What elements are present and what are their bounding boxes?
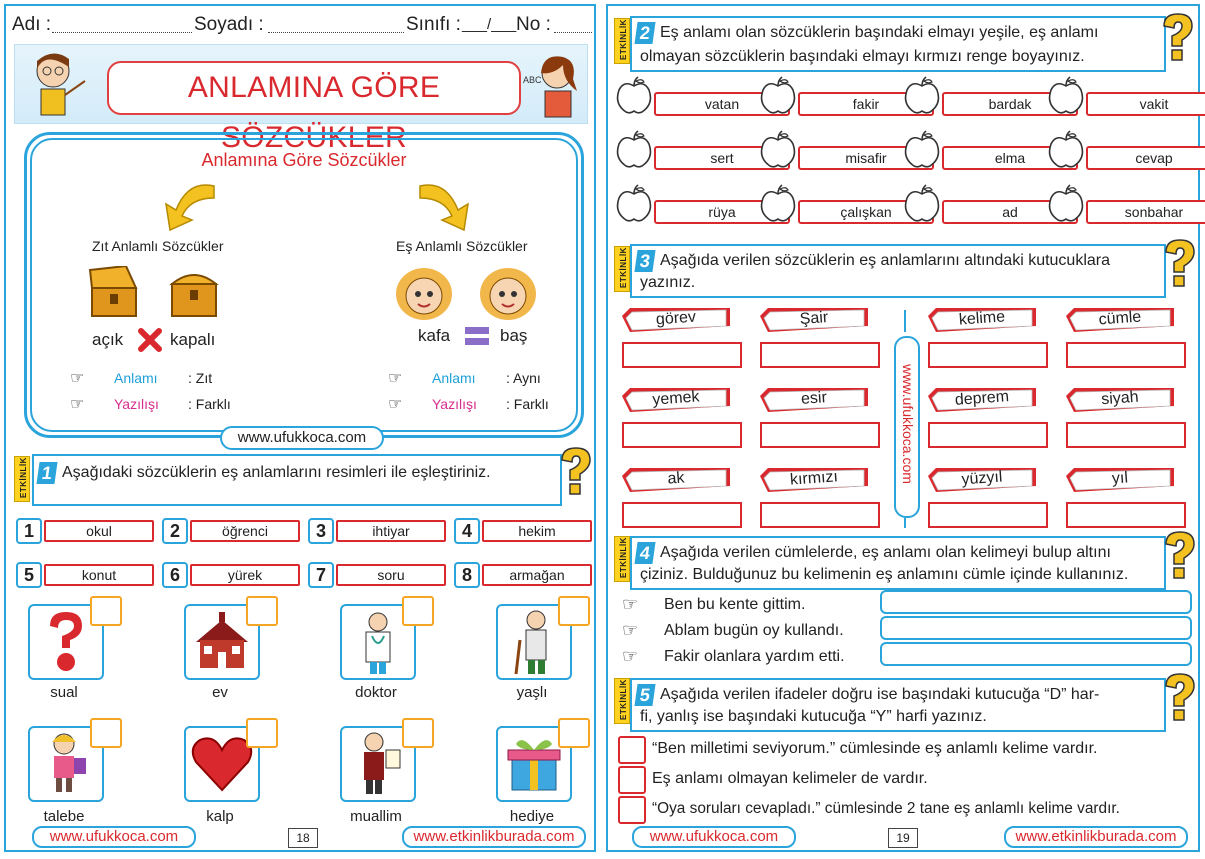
word-tag-label: deprem [954,388,1010,409]
antonym-word-1: açık [92,330,124,349]
antonym-meaning-label: Anlamı [114,370,158,386]
question-5-text-line1: Aşağıda verilen ifadeler doğru ise başındaki kutucuğa “D” har- [660,686,1100,703]
info-box [30,138,578,432]
pointing-hand-icon: ☞ [622,594,639,614]
question-number: 5 [634,684,655,706]
answer-bubble[interactable] [90,596,122,626]
answer-line[interactable] [880,616,1192,640]
answer-line[interactable] [880,590,1192,614]
word-box: ihtiyar [336,520,446,542]
right-page [606,4,1200,852]
apple-word-box: sonbahar [1086,200,1205,224]
question-2-text-line2: olmayan sözcüklerin başındaki elmayı kırmızı renge boyayınız. [640,48,1085,65]
word-tag-label: kelime [958,308,1006,329]
sentence: Ben bu kente gittim. [664,596,806,613]
name-field[interactable] [52,32,192,33]
class-label: Sınıfı : [406,14,461,35]
teacher-boy-icon [25,51,89,121]
open-chest-icon [86,266,142,318]
activity-badge: ETKİNLİK [14,456,30,502]
item-number: 8 [454,562,480,588]
question-4-text-line1: Aşağıda verilen cümlelerde, eş anlamı olan kelimeyi bulup altını [660,544,1111,561]
true-false-box[interactable] [618,736,646,764]
picture-caption: doktor [355,684,397,701]
equals-icon [464,324,490,348]
activity-badge: ETKİNLİK [614,678,630,724]
svg-text:ABC: ABC [523,75,542,85]
vertical-website-link[interactable]: www.ufukkoca.com [894,336,920,518]
antonym-meaning-value: : Zıt [188,370,213,386]
answer-box[interactable] [1066,342,1186,368]
antonym-spelling-value: : Farklı [188,396,231,412]
question-3-text-line1: Aşağıda verilen sözcüklerin eş anlamlarını altındaki kutucuklara [660,252,1111,269]
picture-caption: hediye [509,808,555,825]
answer-box[interactable] [760,342,880,368]
footer-link-left[interactable]: www.ufukkoca.com [32,826,196,848]
closed-chest-icon [166,266,222,318]
footer-link-right[interactable]: www.etkinlikburada.com [1004,826,1188,848]
question-2-text-line1: Eş anlamı olan sözcüklerin başındaki elmayı yeşile, eş anlamı [660,24,1099,41]
item-number: 6 [162,562,188,588]
word-box: armağan [482,564,592,586]
answer-bubble[interactable] [246,718,278,748]
number-label: No : [516,14,551,35]
apple-word-box: vatan [654,92,790,116]
apple-icon[interactable] [902,76,942,116]
apple-icon[interactable] [902,130,942,170]
teacher-girl-icon [523,51,583,121]
word-box: hekim [482,520,592,542]
page-number: 18 [288,828,318,848]
word-tag-label: yıl [1111,469,1129,488]
word-tag-label: yemek [651,388,701,409]
activity-badge: ETKİNLİK [614,18,630,64]
answer-line[interactable] [880,642,1192,666]
footer-link-left[interactable]: www.ufukkoca.com [632,826,796,848]
question-number: 1 [36,462,57,484]
sentence: Fakir olanlara yardım etti. [664,648,845,665]
question-number: 4 [634,542,655,564]
antonym-word-2: kapalı [170,330,216,349]
word-box: öğrenci [190,520,300,542]
apple-word-box: bardak [942,92,1078,116]
true-false-box[interactable] [618,766,646,794]
apple-icon[interactable] [614,130,654,170]
apple-icon[interactable] [614,184,654,224]
surname-field[interactable] [268,32,404,33]
picture-caption: muallim [350,808,402,825]
pointing-hand-icon: ☞ [70,370,85,387]
question-2-box [630,16,1166,72]
title-banner [14,44,588,154]
girl-face-icon [392,264,456,322]
antonym-title: Zıt Anlamlı Sözcükler [92,238,224,254]
synonym-title: Eş Anlamlı Sözcükler [396,238,528,254]
question-mark-icon [1158,530,1198,582]
word-tag-label: siyah [1100,388,1140,409]
activity-badge: ETKİNLİK [614,536,630,582]
question-4-box [630,536,1166,590]
answer-bubble[interactable] [402,718,434,748]
answer-bubble[interactable] [90,718,122,748]
answer-box[interactable] [622,342,742,368]
item-number: 2 [162,518,188,544]
antonym-spelling-label: Yazılışı [114,396,159,412]
surname-label: Soyadı : [194,14,264,35]
question-mark-icon [1158,238,1198,290]
page-title: ANLAMINA GÖRE SÖZCÜKLER [107,61,521,115]
answer-bubble[interactable] [246,596,278,626]
pointing-hand-icon: ☞ [622,646,639,666]
word-box: konut [44,564,154,586]
pointing-hand-icon: ☞ [388,396,403,413]
apple-word-box: çalışkan [798,200,934,224]
class-field[interactable]: ___/___ [462,16,517,33]
divider [904,518,906,528]
word-box: okul [44,520,154,542]
apple-icon[interactable] [614,76,654,116]
apple-icon[interactable] [1046,184,1086,224]
apple-icon[interactable] [902,184,942,224]
word-tag-label: yüzyıl [960,468,1003,489]
picture-caption: kalp [206,808,234,825]
question-3-box [630,244,1166,298]
word-box: yürek [190,564,300,586]
item-number: 1 [16,518,42,544]
answer-box[interactable] [1066,502,1186,528]
picture-caption: yaşlı [516,684,548,701]
name-label: Adı : [12,14,52,35]
divider [904,310,906,332]
apple-word-box: misafir [798,146,934,170]
pointing-hand-icon: ☞ [70,396,85,413]
answer-box[interactable] [622,422,742,448]
question-mark-icon [1156,12,1196,64]
apple-icon[interactable] [758,184,798,224]
answer-box[interactable] [1066,422,1186,448]
picture-caption: sual [50,684,78,701]
synonym-spelling-label: Yazılışı [432,396,477,412]
statement: “Oya soruları cevapladı.” cümlesinde 2 tane eş anlamlı kelime vardır. [652,800,1120,817]
picture-caption: ev [212,684,228,701]
left-page [4,4,596,852]
answer-bubble[interactable] [558,596,590,626]
cross-icon [138,328,162,352]
true-false-box[interactable] [618,796,646,824]
question-1-text: Aşağıdaki sözcüklerin eş anlamlarını resimleri ile eşleştiriniz. [62,464,491,481]
statement: Eş anlamı olmayan kelimeler de vardır. [652,770,928,787]
answer-box[interactable] [622,502,742,528]
info-heading: Anlamına Göre Sözcükler [201,150,407,170]
question-mark-icon [554,446,594,498]
word-tag-label: esir [800,389,828,408]
apple-icon[interactable] [758,130,798,170]
apple-word-box: rüya [654,200,790,224]
synonym-word-1: kafa [418,326,451,345]
word-tag-label: ak [666,469,685,488]
answer-bubble[interactable] [402,596,434,626]
item-number: 7 [308,562,334,588]
question-4-text-line2: çiziniz. Bulduğunuz bu kelimenin eş anlamını cümle içinde kullanınız. [640,566,1129,583]
answer-box[interactable] [760,422,880,448]
item-number: 3 [308,518,334,544]
number-field[interactable] [554,32,592,33]
apple-word-box: sert [654,146,790,170]
question-number: 2 [634,22,655,44]
arrow-down-right-icon [416,180,476,232]
arrow-down-left-icon [158,180,218,232]
page-number: 19 [888,828,918,848]
item-number: 5 [16,562,42,588]
question-mark-icon [1158,672,1198,724]
apple-word-box: ad [942,200,1078,224]
statement: “Ben milletimi seviyorum.” cümlesinde eş anlamlı kelime vardır. [652,740,1098,757]
answer-bubble[interactable] [558,718,590,748]
word-tag-label: Şair [799,309,829,328]
footer-link-right[interactable]: www.etkinlikburada.com [402,826,586,848]
picture-caption: talebe [43,808,85,825]
question-number: 3 [634,250,655,272]
synonym-meaning-value: : Aynı [506,370,541,386]
apple-word-box: elma [942,146,1078,170]
question-3-text-line2: yazınız. [640,274,696,291]
question-5-text-line2: fi, yanlış ise başındaki kutucuğa “Y” harfi yazınız. [640,708,987,725]
item-number: 4 [454,518,480,544]
activity-badge: ETKİNLİK [614,246,630,292]
girl-face-icon-2 [476,264,540,322]
pointing-hand-icon: ☞ [622,620,639,640]
question-1-box [32,454,562,506]
apple-word-box: vakit [1086,92,1205,116]
question-5-box [630,678,1166,732]
apple-icon[interactable] [1046,130,1086,170]
apple-word-box: cevap [1086,146,1205,170]
answer-box[interactable] [928,342,1048,368]
word-tag-label: görev [655,308,697,329]
word-tag-label: cümle [1098,308,1142,329]
apple-icon[interactable] [1046,76,1086,116]
answer-box[interactable] [928,422,1048,448]
website-link[interactable]: www.ufukkoca.com [220,426,384,450]
sentence: Ablam bugün oy kullandı. [664,622,844,639]
word-tag-label: kırmızı [789,468,839,489]
answer-box[interactable] [760,502,880,528]
word-box: soru [336,564,446,586]
answer-box[interactable] [928,502,1048,528]
apple-word-box: fakir [798,92,934,116]
synonym-meaning-label: Anlamı [432,370,476,386]
pointing-hand-icon: ☞ [388,370,403,387]
apple-icon[interactable] [758,76,798,116]
synonym-word-2: baş [500,326,528,345]
synonym-spelling-value: : Farklı [506,396,549,412]
